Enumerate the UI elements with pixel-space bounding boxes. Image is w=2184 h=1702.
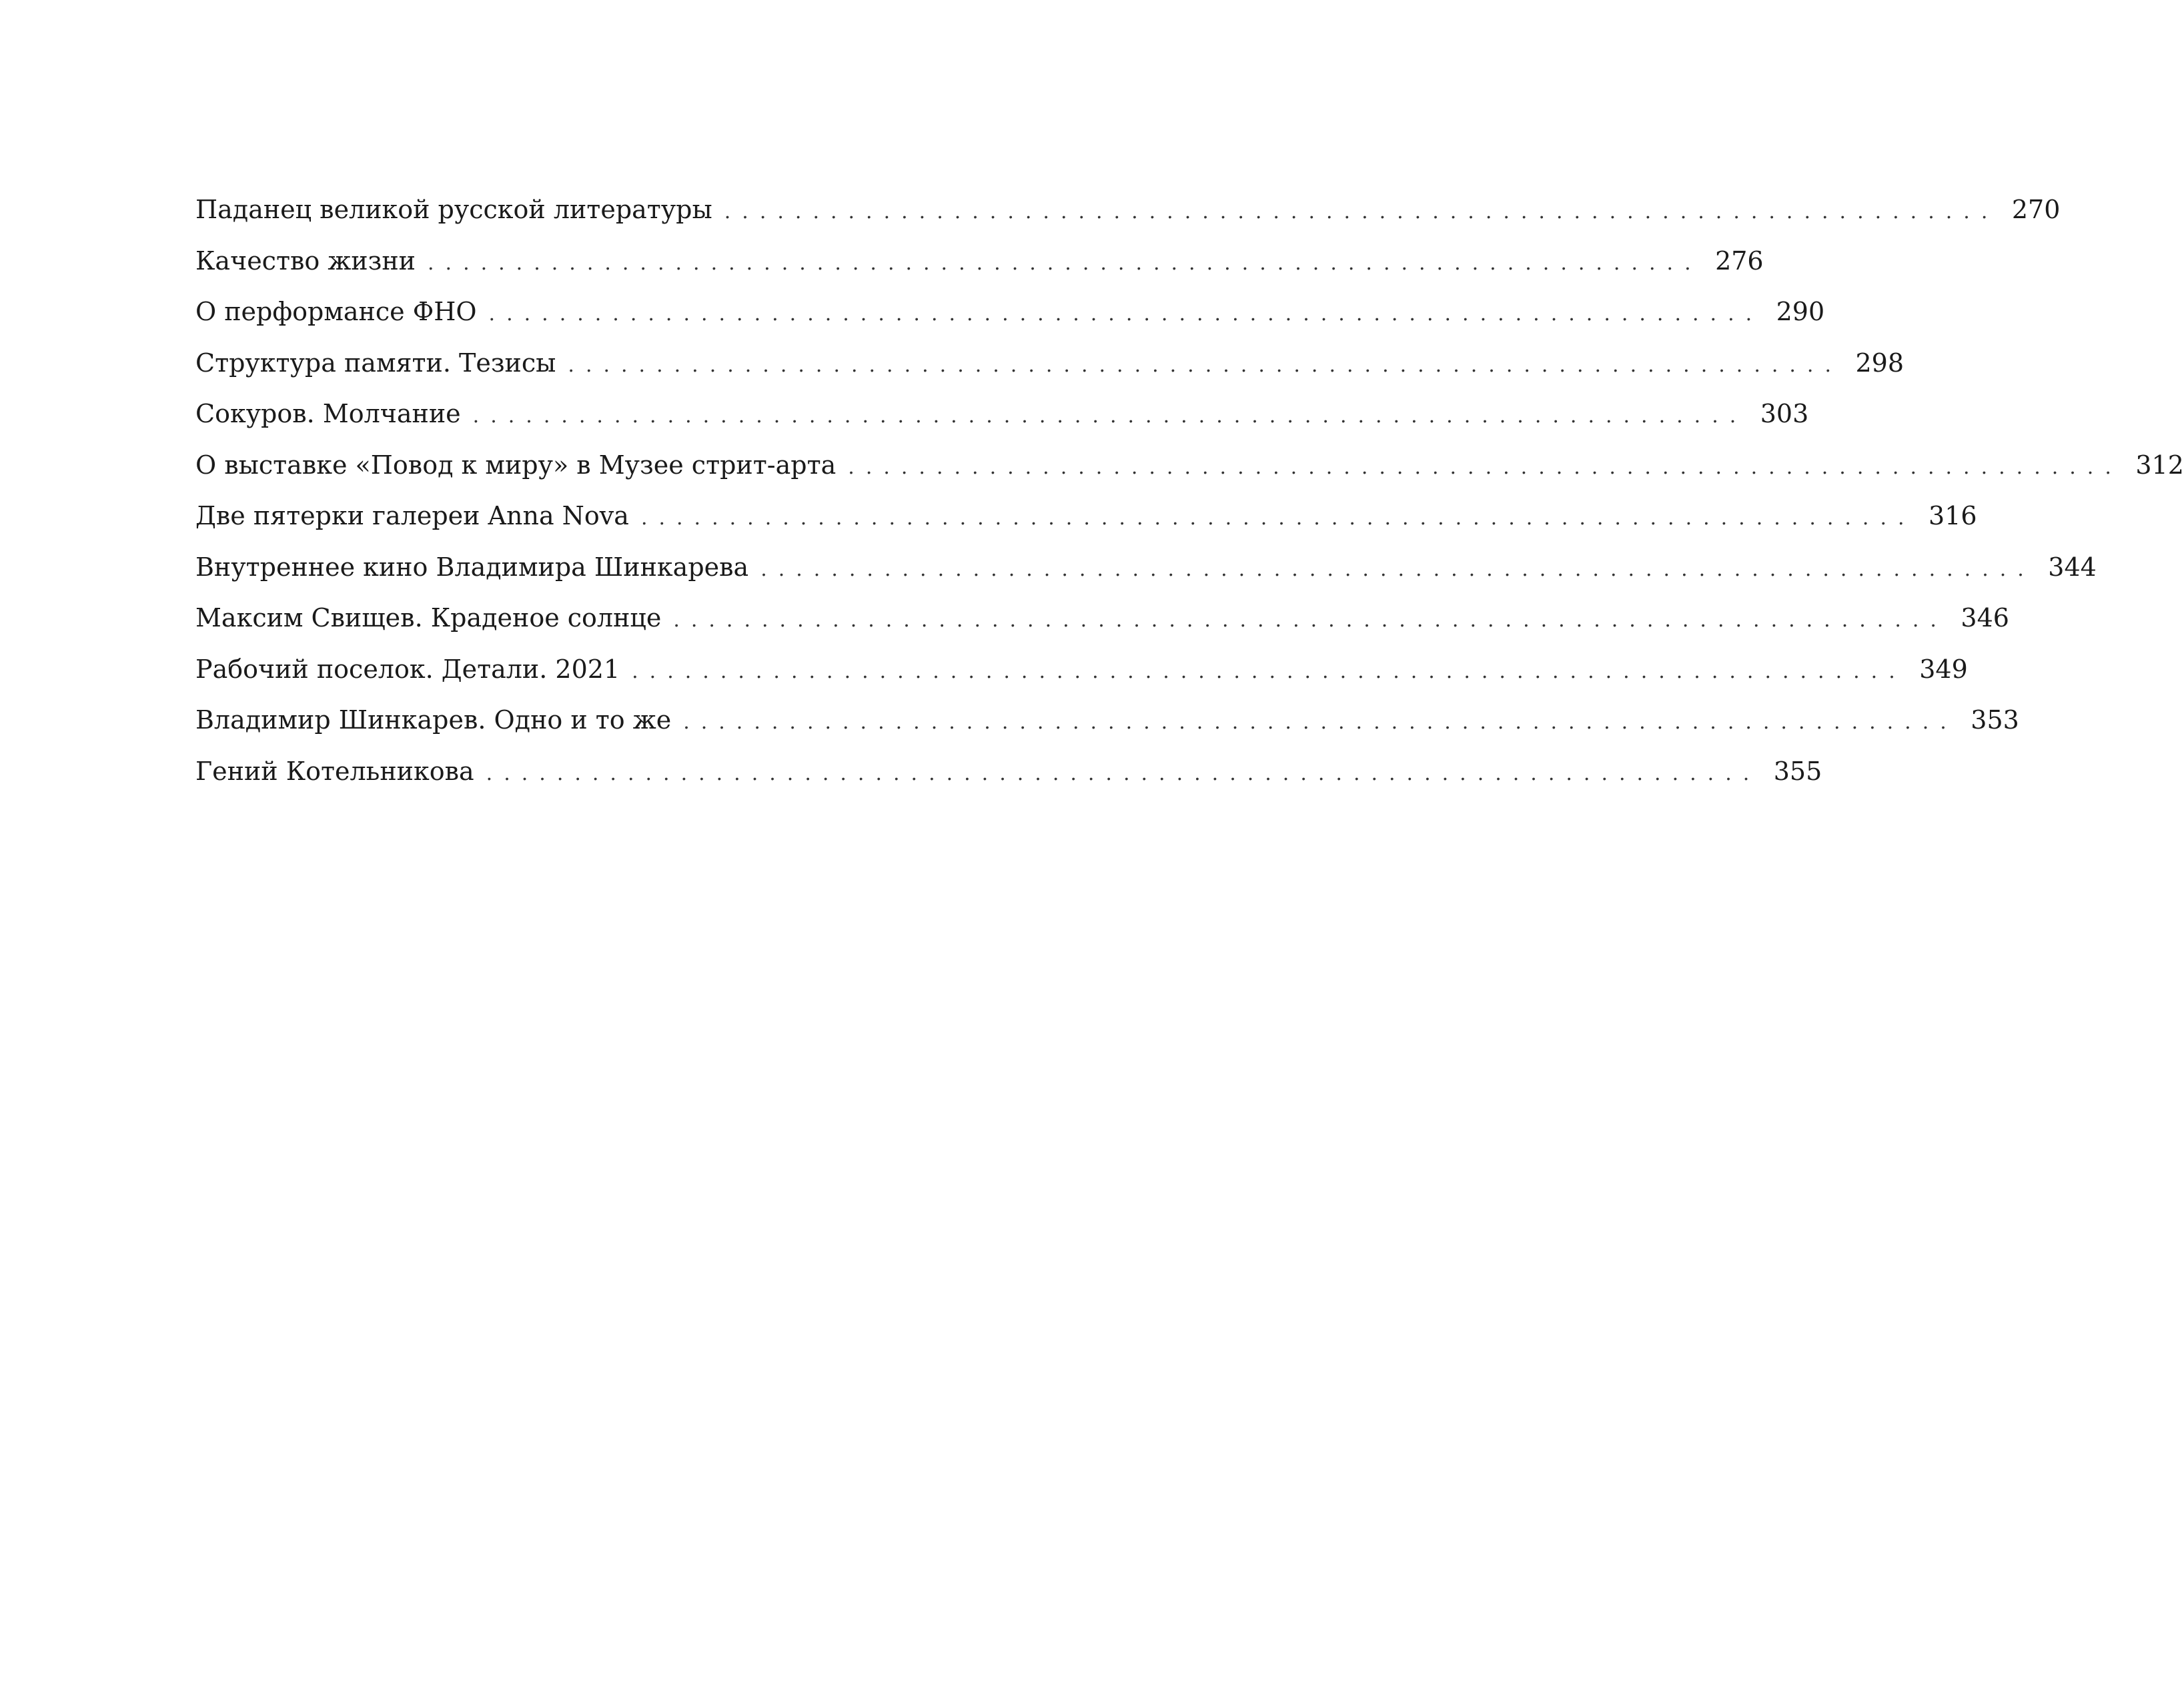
toc-entry-page: 346	[1961, 603, 2009, 632]
toc-entry-page: 290	[1776, 297, 1825, 326]
toc-dot-leader: ........................................................................	[428, 251, 1702, 275]
toc-entry[interactable]	[195, 286, 1825, 338]
toc-entry-page: 344	[2048, 552, 2097, 582]
toc-dot-leader: ........................................................................	[486, 761, 1761, 785]
toc-entry-title: Структура памяти. Тезисы	[195, 348, 556, 378]
toc-entry[interactable]	[195, 592, 2009, 644]
toc-entry-title: Внутреннее кино Владимира Шинкарева	[195, 552, 749, 582]
toc-entry[interactable]	[195, 746, 1822, 797]
toc-dot-leader: ........................................................................	[640, 506, 1916, 530]
toc-entry-page: 349	[1919, 654, 1968, 684]
toc-dot-leader: ........................................................................	[568, 353, 1843, 377]
toc-entry-title: Качество жизни	[195, 246, 416, 276]
toc-entry[interactable]	[195, 388, 1809, 440]
toc-entry[interactable]	[195, 644, 1968, 695]
toc-entry-page: 298	[1855, 348, 1904, 378]
toc-entry-page: 270	[2011, 195, 2061, 224]
toc-entry-title: Паданец великой русской литературы	[195, 195, 712, 224]
toc-entry-page: 303	[1760, 399, 1809, 428]
toc-entry-title: О перформансе ФНО	[195, 297, 477, 326]
toc-entry[interactable]	[195, 695, 2019, 746]
toc-entry[interactable]	[195, 440, 2184, 491]
toc-dot-leader: ........................................................................	[724, 200, 1999, 224]
toc-dot-leader: ........................................................................	[848, 455, 2123, 479]
toc-entry[interactable]	[195, 236, 1764, 287]
toc-entry-page: 312	[2135, 450, 2184, 480]
toc-entry[interactable]	[195, 338, 1904, 389]
toc-entry-page: 276	[1715, 246, 1764, 276]
toc-entry-title: Сокуров. Молчание	[195, 399, 461, 428]
toc-entry-title: Максим Свищев. Краденое солнце	[195, 603, 662, 632]
toc-entry-title: Рабочий поселок. Детали. 2021	[195, 654, 620, 684]
toc-entry[interactable]	[195, 542, 2097, 593]
toc-entry-page: 355	[1773, 756, 1822, 786]
toc-entry[interactable]	[195, 490, 1977, 542]
toc-entry-title: Владимир Шинкарев. Одно и то же	[195, 705, 672, 735]
toc-entry[interactable]	[195, 184, 2061, 236]
toc-dot-leader: ........................................................................	[673, 608, 1948, 632]
toc-dot-leader: ........................................................................	[632, 659, 1906, 683]
toc-dot-leader: ........................................................................	[488, 302, 1764, 326]
toc-entry-title: О выставке «Повод к миру» в Музее стрит-арта	[195, 450, 837, 480]
toc-dot-leader: ........................................................................	[683, 711, 1958, 734]
toc-entry-page: 316	[1929, 501, 1977, 530]
toc-dot-leader: ........................................................................	[760, 557, 2035, 581]
table-of-contents	[195, 184, 2184, 797]
toc-dot-leader: ........................................................................	[472, 404, 1748, 428]
toc-entry-title: Гений Котельникова	[195, 756, 474, 786]
toc-entry-title: Две пятерки галереи Anna Nova	[195, 501, 629, 530]
toc-entry-page: 353	[1971, 705, 2019, 735]
